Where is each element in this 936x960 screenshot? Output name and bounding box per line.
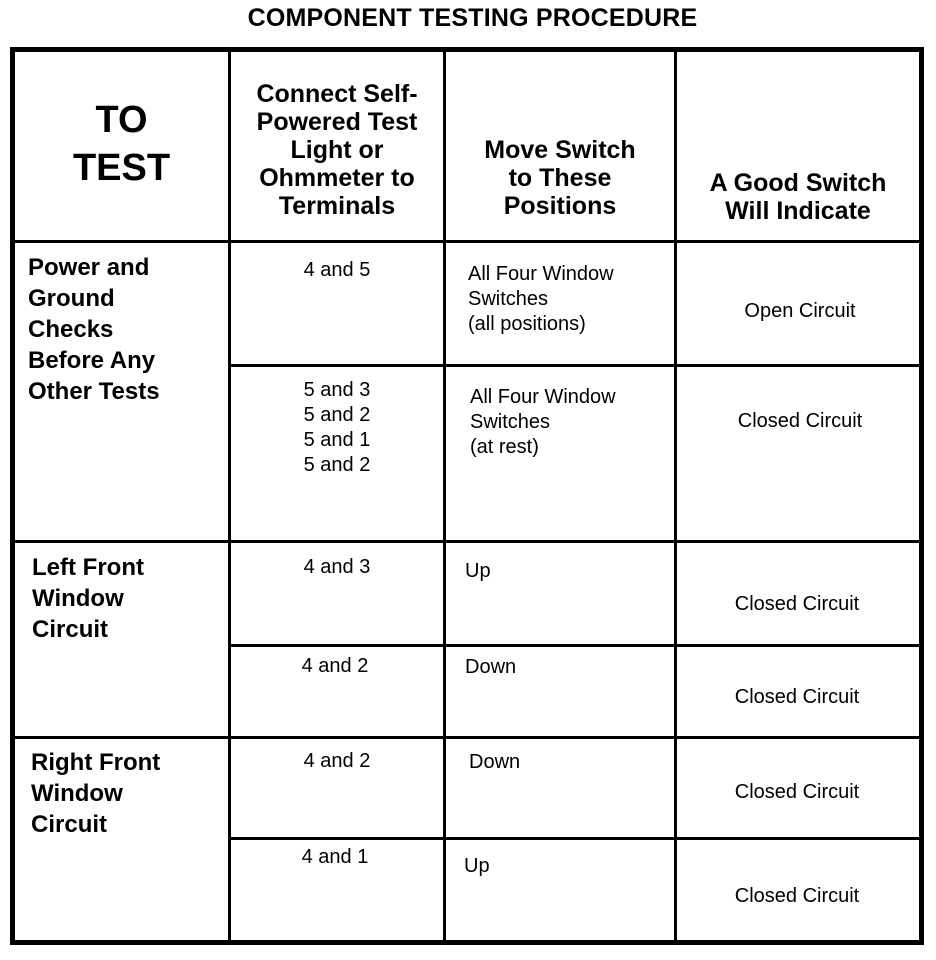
row-divider: [230, 644, 919, 647]
header-move-switch: Move Switch to These Positions: [484, 136, 636, 220]
terminals-cell: 4 and 5: [303, 259, 371, 281]
result-cell: Closed Circuit: [734, 781, 860, 803]
result-cell: Closed Circuit: [734, 885, 860, 907]
page-title: COMPONENT TESTING PROCEDURE: [247, 4, 698, 32]
group-name-power-ground: Power and Ground Checks Before Any Other Tests: [28, 254, 160, 405]
result-cell: Open Circuit: [744, 300, 856, 322]
row-divider: [15, 736, 919, 739]
group-name-left-front: Left Front Window Circuit: [32, 554, 144, 643]
header-good-switch: A Good Switch Will Indicate: [709, 169, 887, 225]
positions-cell: Down: [465, 656, 517, 678]
row-divider: [230, 837, 919, 840]
terminals-cell: 4 and 1: [301, 846, 369, 868]
positions-cell: Up: [465, 560, 491, 582]
row-divider: [15, 240, 919, 243]
group-name-right-front: Right Front Window Circuit: [31, 749, 161, 838]
header-to-test: TO TEST: [72, 99, 171, 189]
result-cell: Closed Circuit: [737, 410, 863, 432]
row-divider: [15, 540, 919, 543]
positions-cell: All Four Window Switches (all positions): [468, 263, 614, 335]
terminals-cell: 4 and 3: [303, 556, 371, 578]
terminals-cell: 4 and 2: [301, 655, 369, 677]
positions-cell: Up: [464, 855, 490, 877]
terminals-cell: 4 and 2: [303, 750, 371, 772]
result-cell: Closed Circuit: [734, 593, 860, 615]
positions-cell: Down: [469, 751, 521, 773]
procedure-table: [10, 47, 924, 945]
row-divider: [230, 364, 919, 367]
header-connect: Connect Self- Powered Test Light or Ohmmeter to Terminals: [256, 80, 418, 220]
result-cell: Closed Circuit: [734, 686, 860, 708]
positions-cell: All Four Window Switches (at rest): [470, 386, 616, 458]
terminals-cell: 5 and 3 5 and 2 5 and 1 5 and 2: [303, 379, 371, 476]
